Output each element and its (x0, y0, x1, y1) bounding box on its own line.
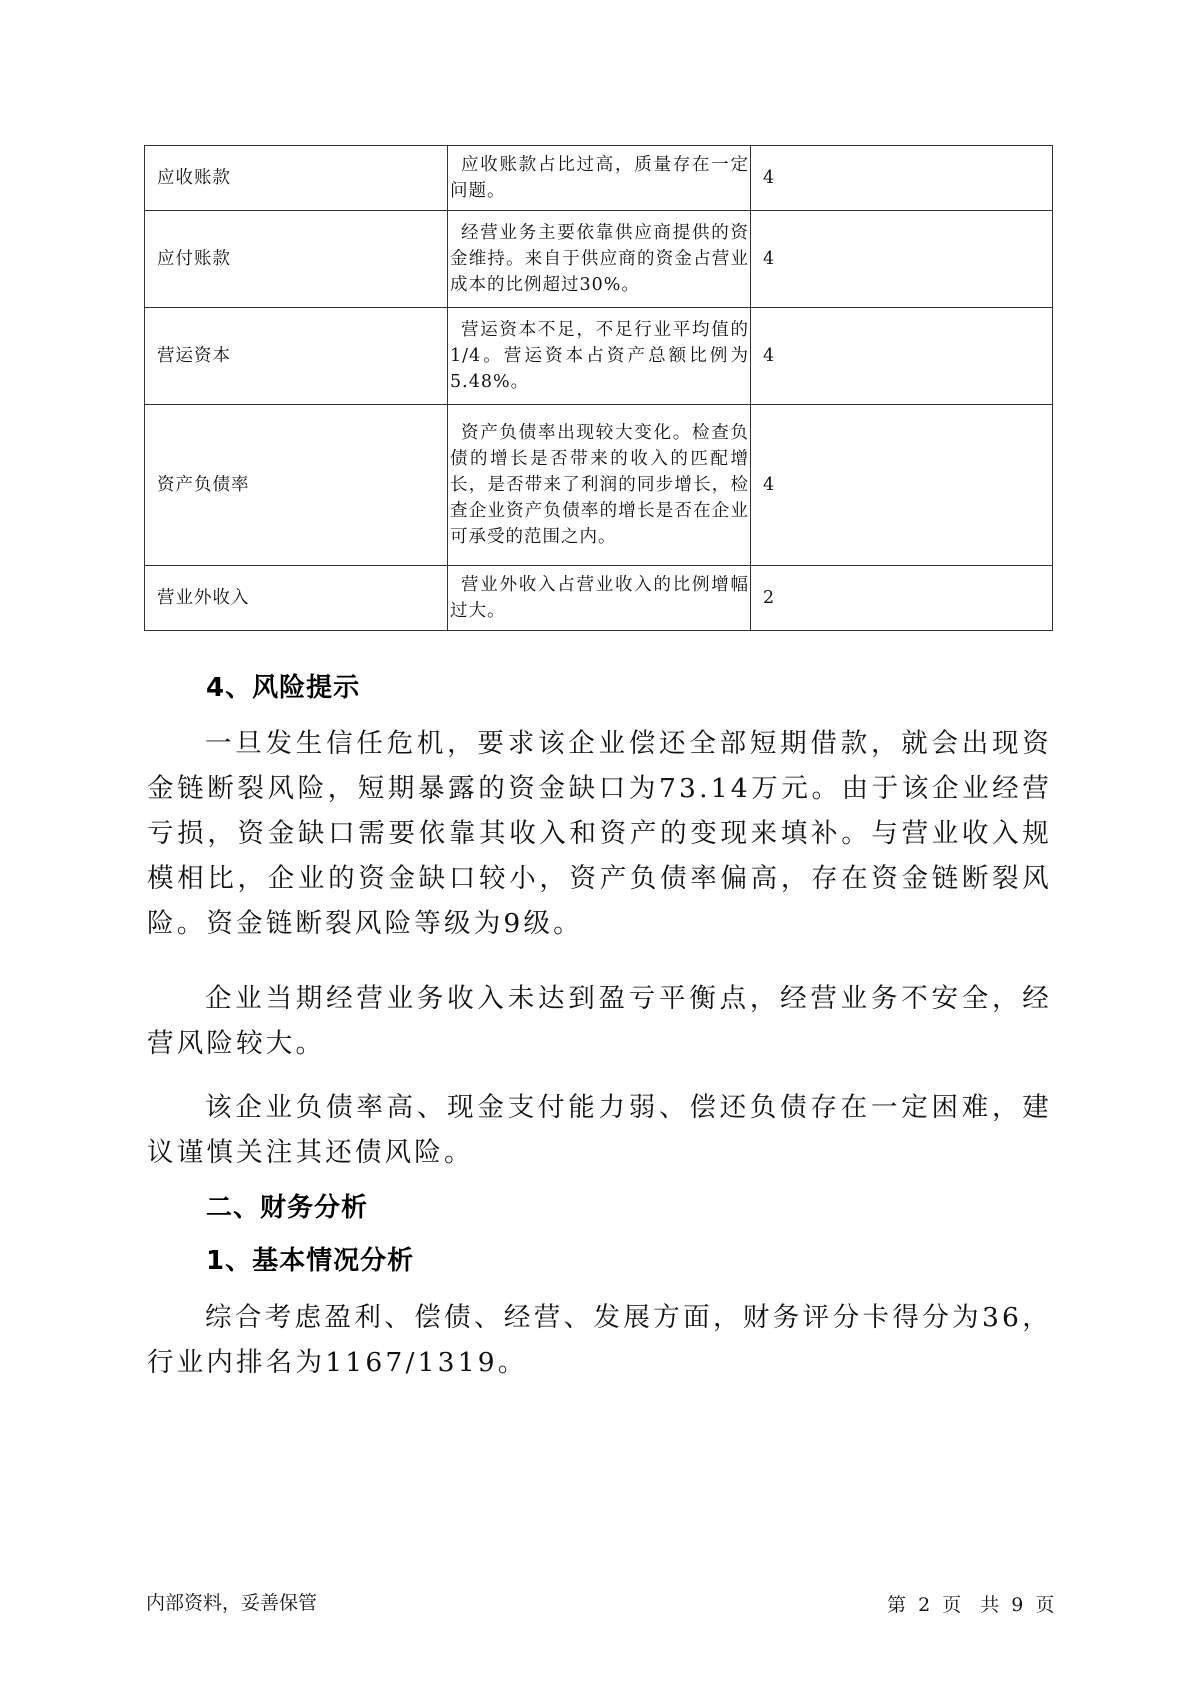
table-cell-item: 应付账款 (145, 211, 448, 308)
section-heading-risk-warning: 4、风险提示 (206, 673, 361, 703)
table-cell-score: 4 (751, 308, 1053, 405)
paragraph-risk-cash-gap: 一旦发生信任危机，要求该企业偿还全部短期借款，就会出现资金链断裂风险，短期暴露的资金缺口为73.14万元。由于该企业经营亏损，资金缺口需要依靠其收入和资产的变现来填补。与营业收入规模相比，企业的资金缺口较小，资产负债率偏高，存在资金链断裂风险。资金链断裂风险等级为9级。 (147, 728, 1052, 939)
page-prefix: 第 (887, 1594, 907, 1616)
table-row (145, 211, 1053, 308)
part-heading-financial-analysis: 二、财务分析 (206, 1193, 369, 1223)
paragraph-risk-operations: 企业当期经营业务收入未达到盈亏平衡点，经营业务不安全，经营风险较大。 (147, 983, 1052, 1059)
paragraph-scorecard: 综合考虑盈利、偿债、经营、发展方面，财务评分卡得分为36，行业内排名为1167/1319。 (147, 1302, 1052, 1378)
table-row (145, 566, 1053, 631)
table-cell-description: 营运资本不足，不足行业平均值的1/4。营运资本占资产总额比例为5.48%。 (448, 308, 751, 405)
table-cell-description: 应收账款占比过高，质量存在一定问题。 (448, 146, 751, 211)
table-cell-description: 经营业务主要依靠供应商提供的资金维持。来自于供应商的资金占营业成本的比例超过30%。 (448, 211, 751, 308)
table-cell-score: 4 (751, 405, 1053, 566)
table-cell-description: 资产负债率出现较大变化。检查负债的增长是否带来的收入的匹配增长，是否带来了利润的同步增长，检查企业资产负债率的增长是否在企业可承受的范围之内。 (448, 405, 751, 566)
paragraph-risk-debt: 该企业负债率高、现金支付能力弱、偿还负债存在一定困难，建议谨慎关注其还债风险。 (147, 1092, 1052, 1168)
table-row (145, 308, 1053, 405)
table-cell-item: 应收账款 (145, 146, 448, 211)
table-cell-description: 营业外收入占营业收入的比例增幅过大。 (448, 566, 751, 631)
sub-heading-basic-analysis: 1、基本情况分析 (206, 1246, 415, 1276)
risk-indicator-table (144, 145, 1053, 631)
table-cell-item: 营业外收入 (145, 566, 448, 631)
page-total: 9 (1011, 1594, 1024, 1616)
footer-page-number (886, 1590, 1055, 1617)
table-row (145, 146, 1053, 211)
table-cell-score: 4 (751, 211, 1053, 308)
table-cell-item: 资产负债率 (145, 405, 448, 566)
page-current: 2 (918, 1594, 931, 1616)
table-row (145, 405, 1053, 566)
table-cell-score: 2 (751, 566, 1053, 631)
table-cell-item: 营运资本 (145, 308, 448, 405)
page-mid: 页 共 (942, 1594, 1000, 1616)
page-suffix: 页 (1035, 1594, 1055, 1616)
table-cell-score: 4 (751, 146, 1053, 211)
footer-confidential-note: 内部资料，妥善保管 (146, 1592, 318, 1614)
